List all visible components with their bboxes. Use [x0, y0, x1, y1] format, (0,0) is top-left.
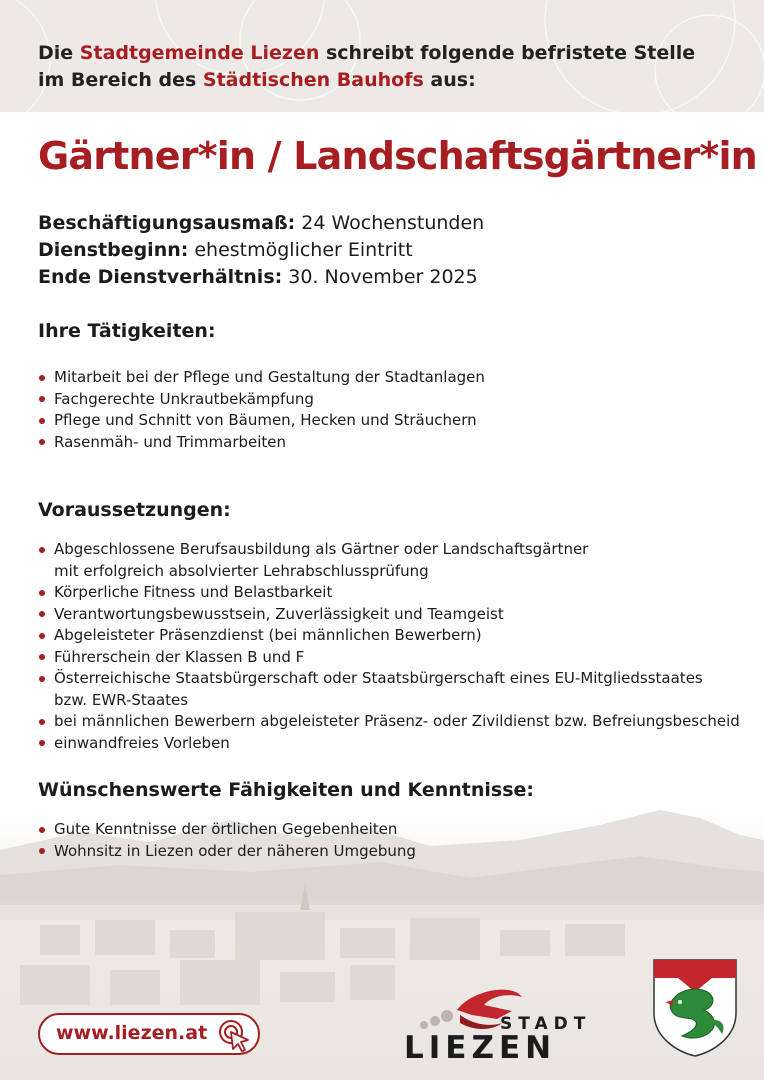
section-title-desirable-skills: Wünschenswerte Fähigkeiten und Kenntnisse:: [38, 779, 535, 801]
section-title-tasks: Ihre Tätigkeiten:: [38, 320, 216, 342]
list-item-line: mit erfolgreich absolvierter Lehrabschlussprüfung: [54, 561, 429, 580]
list-item: Verantwortungsbewusstsein, Zuverlässigkeit und Teamgeist: [38, 604, 740, 626]
requirements-list: [38, 539, 740, 754]
list-item-line: bzw. EWR-Staates: [54, 690, 189, 709]
fact-row-employment: [38, 210, 484, 237]
section-title-requirements: Voraussetzungen:: [38, 499, 231, 521]
list-item: bei männlichen Bewerbern abgeleisteter Präsenz- oder Zivildienst bzw. Befreiungsbescheid: [38, 711, 740, 733]
list-item-line: Abgeschlossene Berufsausbildung als Gärtner oder Landschaftsgärtner: [54, 540, 589, 558]
header-line-2: [38, 67, 695, 94]
list-item-line: Österreichische Staatsbürgerschaft oder Staatsbürgerschaft eines EU-Mitgliedsstaates: [54, 669, 703, 687]
list-item: [38, 668, 740, 711]
fact-value: 24 Wochenstunden: [301, 212, 485, 234]
fact-value: ehestmöglicher Eintritt: [194, 239, 413, 261]
header-line-2-prefix: im Bereich des: [38, 69, 203, 91]
job-title: Gärtner*in / Landschaftsgärtner*in: [38, 134, 757, 178]
list-item: Wohnsitz in Liezen oder der näheren Umgebung: [38, 841, 416, 863]
list-item: Gute Kenntnisse der örtlichen Gegebenheiten: [38, 819, 416, 841]
list-item: Fachgerechte Unkrautbekämpfung: [38, 389, 485, 411]
fact-label: Beschäftigungsausmaß:: [38, 212, 296, 234]
header-line-2-suffix: aus:: [423, 69, 476, 91]
department-name: Städtischen Bauhofs: [202, 69, 424, 91]
website-link[interactable]: [38, 1013, 260, 1055]
fact-value: 30. November 2025: [288, 266, 478, 288]
website-link-text[interactable]: www.liezen.at: [56, 1022, 208, 1044]
liezen-coat-of-arms: [652, 958, 738, 1058]
fact-label: Dienstbeginn:: [38, 239, 189, 261]
header-line-1-suffix: schreibt folgende befristete Stelle: [319, 42, 696, 64]
header-intro: [38, 40, 695, 94]
header-line-1-prefix: Die: [38, 42, 80, 64]
fact-label: Ende Dienstverhältnis:: [38, 266, 283, 288]
logo-word-stadt: STADT: [500, 1014, 592, 1034]
list-item: Pflege und Schnitt von Bäumen, Hecken und Sträuchern: [38, 410, 485, 432]
list-item: [38, 539, 740, 582]
list-item: Abgeleisteter Präsenzdienst (bei männlichen Bewerbern): [38, 625, 740, 647]
desirable-skills-list: [38, 819, 416, 862]
tasks-list: [38, 367, 485, 453]
logo-word-liezen: LIEZEN: [404, 1030, 557, 1066]
list-item: Mitarbeit bei der Pflege und Gestaltung der Stadtanlagen: [38, 367, 485, 389]
list-item: Führerschein der Klassen B und F: [38, 647, 740, 669]
list-item: Rasenmäh- und Trimmarbeiten: [38, 432, 485, 454]
job-facts: [38, 210, 484, 291]
click-cursor-icon: [218, 1019, 252, 1053]
list-item: Körperliche Fitness und Belastbarkeit: [38, 582, 740, 604]
fact-row-end: [38, 264, 484, 291]
fact-row-start: [38, 237, 484, 264]
list-item: einwandfreies Vorleben: [38, 733, 740, 755]
employer-name: Stadtgemeinde Liezen: [79, 42, 320, 64]
header-line-1: [38, 40, 695, 67]
header-band: [0, 0, 764, 112]
